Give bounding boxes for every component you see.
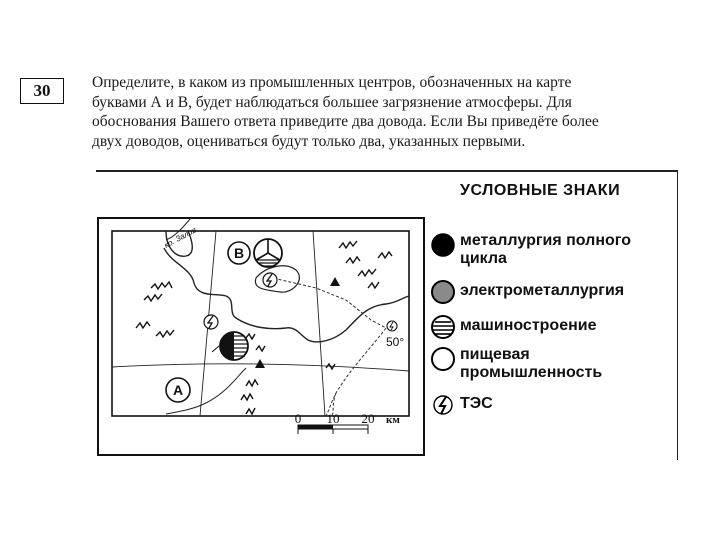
legend-item-full-cycle-metallurgy (430, 232, 680, 272)
railway (264, 276, 386, 328)
meridian-line (313, 231, 325, 416)
tpp-b-icon (263, 273, 277, 287)
legend-label: машиностроение (460, 317, 597, 334)
open-circle-icon (430, 346, 456, 377)
legend-label: пищевая (460, 346, 530, 363)
tpp-a-icon (204, 315, 218, 329)
legend-label: металлургия полного (460, 232, 631, 249)
legend-label: электрометаллургия (460, 282, 625, 299)
lightning-icon (430, 392, 456, 423)
striped-circle-icon (430, 314, 456, 345)
scale-unit: км (386, 414, 400, 426)
question-line: двух доводов, оцениваться будут только два, указанных первыми. (92, 132, 526, 150)
question-line: буквами А и В, будет наблюдаться большее загрязнение атмосферы. Для (92, 93, 572, 111)
map (96, 218, 436, 508)
question-number: 30 (20, 78, 64, 104)
scale-tick-0: 0 (294, 411, 302, 426)
legend-title: УСЛОВНЫЕ ЗНАКИ (460, 182, 621, 199)
coastline (164, 231, 409, 342)
latitude-label: 50° (386, 335, 405, 349)
legend-item-machine-building (430, 314, 680, 340)
mountain-peak-icon (330, 277, 340, 286)
legend-item-electrometallurgy (430, 279, 680, 305)
legend-label: цикла (460, 250, 507, 267)
label-a: А (172, 382, 184, 398)
scale-bar (298, 425, 368, 434)
legend-item-tpp (430, 392, 680, 418)
railway (326, 328, 386, 416)
legend-label: промышленность (460, 364, 603, 381)
label-b: В (233, 245, 245, 261)
center-a-industry-icon (220, 332, 248, 360)
question-line: обоснования Вашего ответа приведите два довода. Если Вы приведёте более (92, 113, 599, 130)
gray-circle-icon (430, 279, 456, 310)
figure-border (96, 170, 678, 172)
question-line: Определите, в каком из промышленных центров, обозначенных на карте (92, 74, 572, 91)
scale-tick-20: 20 (361, 411, 375, 426)
legend-label: ТЭС (460, 395, 493, 412)
filled-circle-icon (430, 232, 456, 263)
bay-label: ко. Залив (162, 225, 198, 250)
scale-tick-10: 10 (326, 411, 340, 426)
question-text (92, 73, 696, 151)
station-icon (387, 321, 397, 331)
legend-item-food-industry (430, 346, 680, 386)
map-figure (96, 170, 680, 462)
mountain-peak-icon (255, 359, 265, 368)
